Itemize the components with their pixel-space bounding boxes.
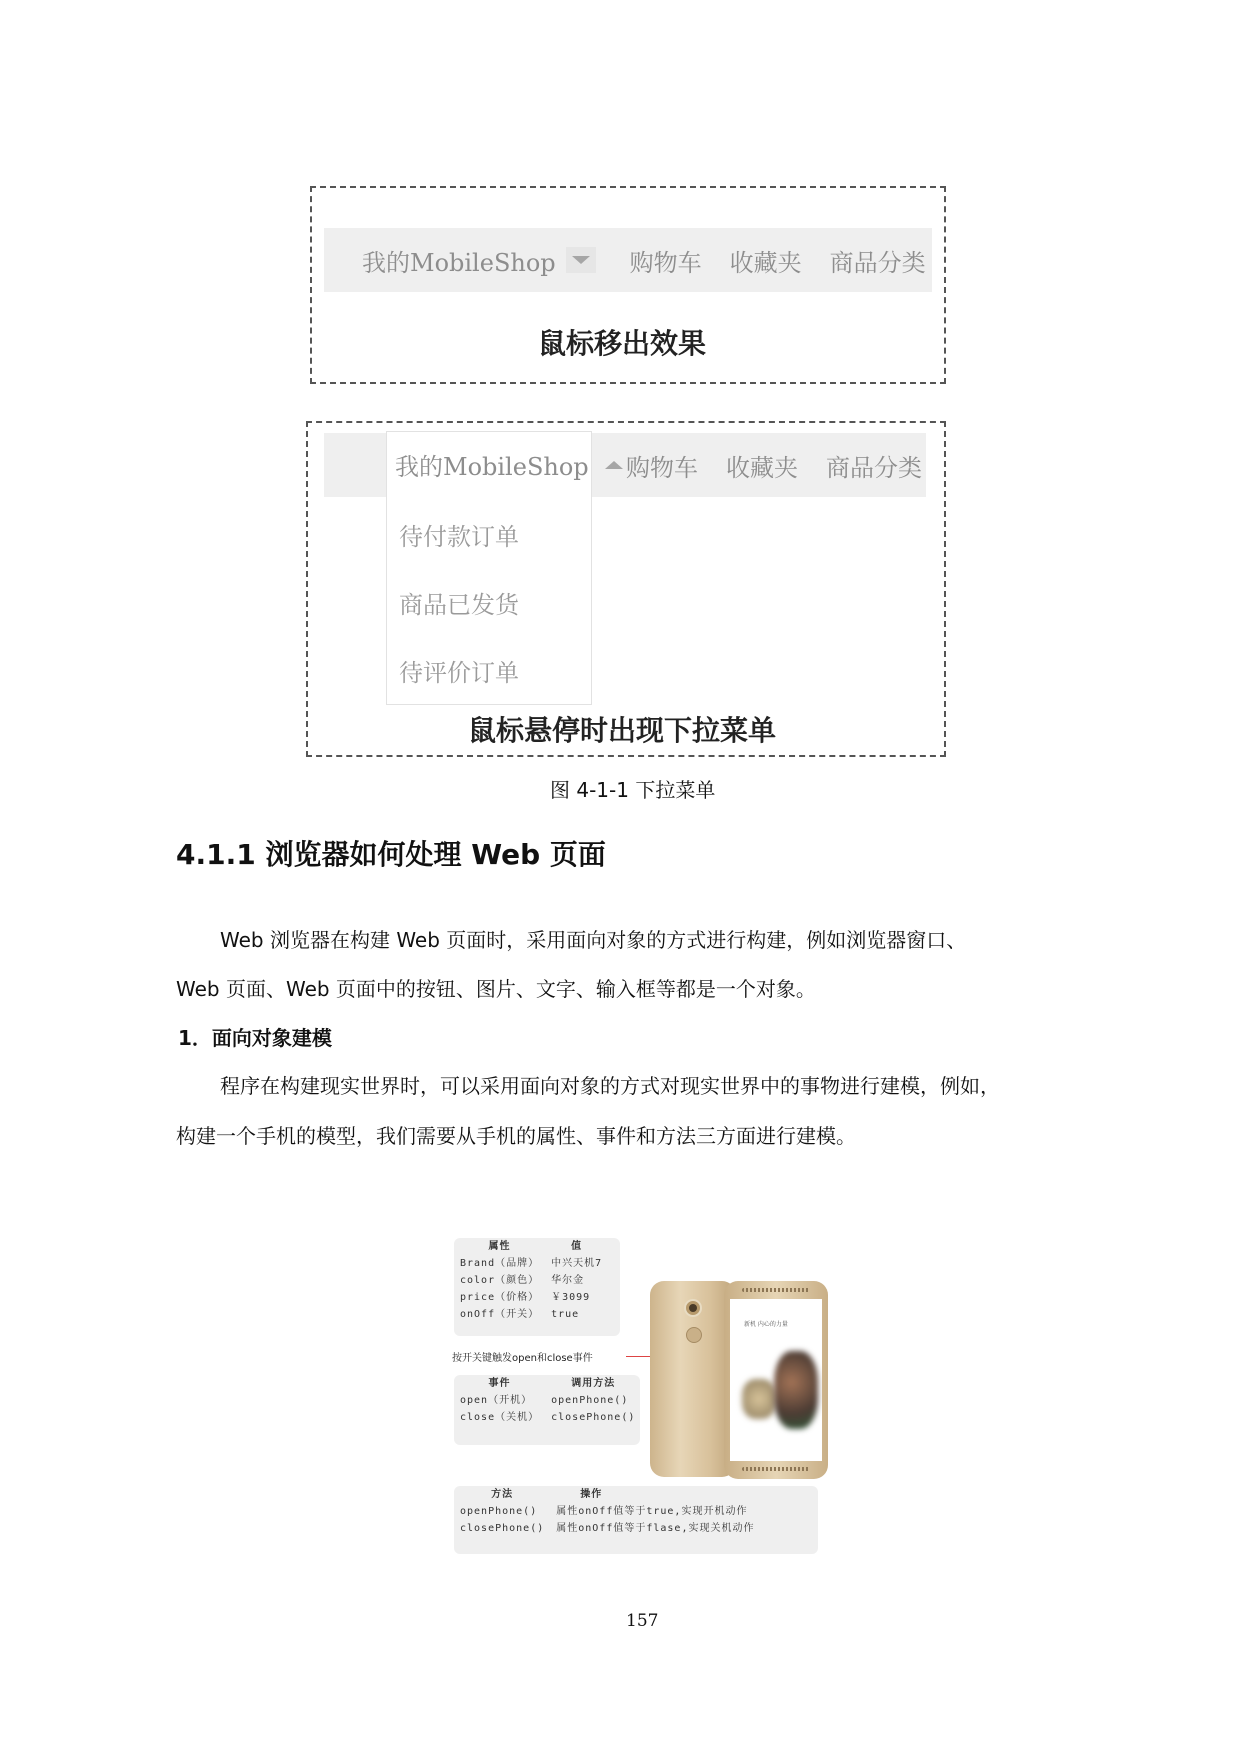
table-row [454, 1392, 641, 1409]
table-row [454, 1255, 608, 1272]
paragraph-line: Web 浏览器在构建 Web 页面时，采用面向对象的方式进行构建，例如浏览器窗口、 [220, 928, 967, 952]
table-cell: openPhone() [551, 1395, 629, 1406]
nav-item-cart[interactable]: 购物车 [626, 453, 698, 482]
pointer-line [626, 1356, 652, 1357]
phone-front-image [724, 1281, 828, 1479]
nav-item-mobileshop[interactable] [362, 243, 596, 278]
nav-item-label: 我的MobileShop [362, 248, 556, 277]
table-cell: 属性onOff值等于true,实现开机动作 [556, 1506, 748, 1517]
table-cell: closePhone() [460, 1523, 545, 1534]
table-cell: 华尔金 [551, 1275, 585, 1286]
table-header: 调用方法 [571, 1378, 616, 1389]
speaker-grille [742, 1467, 810, 1471]
demo-caption: 鼠标悬停时出现下拉菜单 [468, 714, 777, 747]
nav-item-categories[interactable]: 商品分类 [826, 453, 922, 482]
dropdown-item-pending-payment[interactable]: 待付款订单 [399, 523, 519, 551]
table-row [454, 1520, 760, 1537]
table-header: 方法 [491, 1489, 514, 1500]
speaker-grille [742, 1288, 810, 1292]
dropdown-menu [386, 497, 592, 705]
table-header: 属性 [488, 1241, 511, 1252]
table-row [454, 1409, 641, 1426]
table-cell: ￥3099 [551, 1292, 591, 1303]
table-header: 事件 [488, 1378, 511, 1389]
table-header: 操作 [580, 1489, 603, 1500]
table-cell: onOff（开关） [460, 1309, 540, 1320]
table-row [454, 1272, 608, 1289]
nav-item-mobileshop-hovered[interactable] [386, 431, 592, 497]
nav-items-right [626, 433, 922, 497]
chevron-down-icon [566, 247, 596, 273]
dropdown-item-pending-review[interactable]: 待评价订单 [399, 659, 519, 687]
table-cell: closePhone() [551, 1412, 636, 1423]
nav-item-favorites[interactable]: 收藏夹 [726, 453, 798, 482]
camera-lens [689, 1304, 697, 1312]
nav-item-cart[interactable]: 购物车 [629, 248, 702, 277]
paragraph-line: Web 页面、Web 页面中的按钮、图片、文字、输入框等都是一个对象。 [176, 977, 816, 1001]
table-cell: color（颜色） [460, 1275, 540, 1286]
table-cell: 属性onOff值等于flase,实现关机动作 [556, 1523, 755, 1534]
nav-item-label: 我的MobileShop [395, 453, 589, 481]
section-heading: 4.1.1 浏览器如何处理 Web 页面 [176, 838, 606, 871]
demo-caption: 鼠标移出效果 [538, 327, 707, 360]
figure-caption: 图 4-1-1 下拉菜单 [550, 778, 716, 802]
screen-text: 新机 内心的力量 [744, 1321, 788, 1328]
dropdown-item-shipped[interactable]: 商品已发货 [399, 591, 519, 619]
nav-item-favorites[interactable]: 收藏夹 [729, 248, 802, 277]
table-cell: open（开机） [460, 1395, 533, 1406]
blurred-photo [774, 1351, 818, 1429]
events-table [454, 1375, 640, 1445]
subheading: 1．面向对象建模 [178, 1026, 332, 1050]
table-row [454, 1306, 608, 1323]
nav-item-categories[interactable]: 商品分类 [829, 248, 926, 277]
paragraph-line: 程序在构建现实世界时，可以采用面向对象的方式对现实世界中的事物进行建模，例如， [220, 1074, 1000, 1098]
table-cell: Brand（品牌） [460, 1258, 540, 1269]
table-header: 值 [571, 1241, 583, 1252]
phone-screen [730, 1299, 822, 1461]
chevron-up-icon [605, 461, 623, 469]
table-cell: price（价格） [460, 1292, 540, 1303]
event-trigger-label: 按开关键触发open和close事件 [452, 1353, 593, 1364]
table-cell: openPhone() [460, 1506, 538, 1517]
table-cell: close（关机） [460, 1412, 540, 1423]
methods-table [454, 1486, 818, 1554]
table-row [454, 1289, 608, 1306]
paragraph-line: 构建一个手机的模型，我们需要从手机的属性、事件和方法三方面进行建模。 [176, 1124, 856, 1148]
page-number: 157 [626, 1611, 659, 1631]
table-cell: true [551, 1309, 580, 1320]
table-row [454, 1503, 760, 1520]
demo-box-hover [306, 421, 946, 757]
table-cell: 中兴天机7 [551, 1258, 603, 1269]
nav-bar [324, 228, 932, 292]
fingerprint-sensor [686, 1327, 702, 1343]
properties-table [454, 1238, 620, 1336]
demo-box-mouse-out [310, 186, 946, 384]
blurred-photo [742, 1379, 776, 1419]
